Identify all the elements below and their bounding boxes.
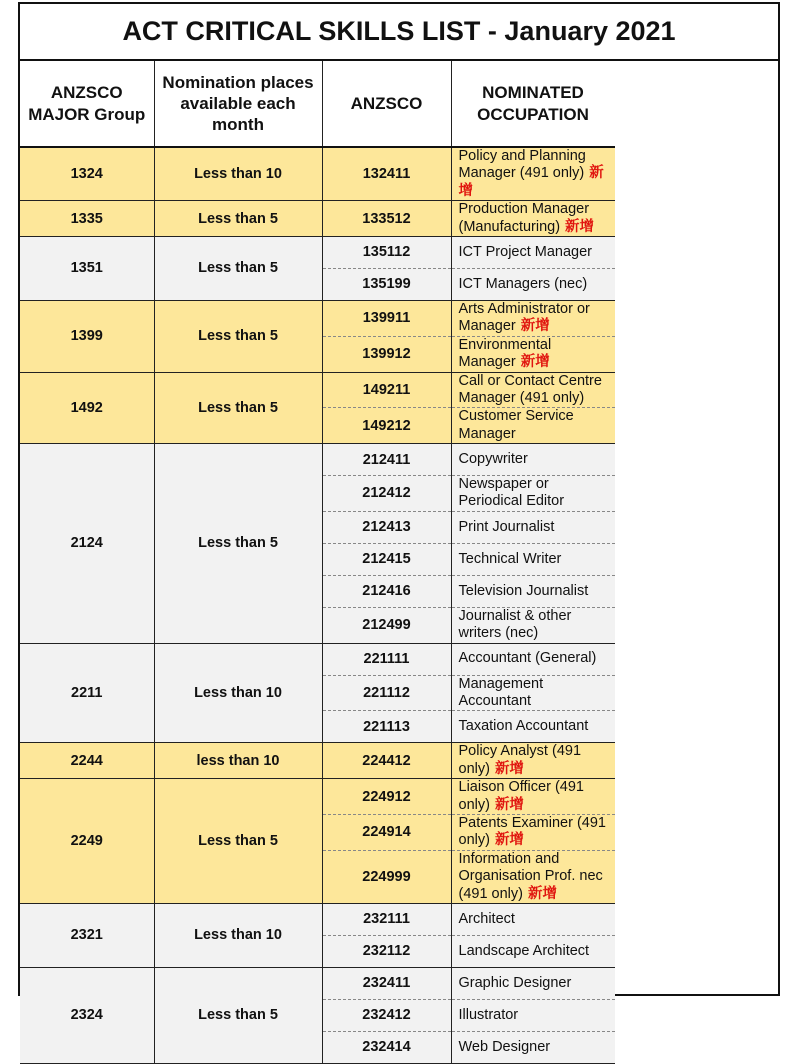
anzsco-code-cell: 139912 [322,336,451,372]
anzsco-code-cell: 232112 [322,935,451,967]
header-places: Nomination places available each month [154,61,322,147]
occupation-label: Technical Writer [458,550,562,567]
occupation-label: Patents Examiner (491 only) [458,814,606,849]
header-group: ANZSCO MAJOR Group [20,61,154,147]
occupation-cell [451,336,615,372]
table-row [20,444,778,476]
occupation-cell [451,300,615,336]
anzsco-code-cell: 232111 [322,903,451,935]
occupation-label: Accountant (General) [458,650,597,667]
anzsco-code-cell: 139911 [322,300,451,336]
anzsco-code-cell: 221112 [322,675,451,711]
new-tag: 新增 [494,796,524,813]
occupation-cell [451,1031,615,1063]
occupation-cell [451,814,615,850]
occupation-label: Taxation Accountant [458,718,589,735]
anzsco-code-cell: 221113 [322,711,451,743]
anzsco-code-cell: 232411 [322,967,451,999]
occupation-label: Management Accountant [458,675,544,710]
group-cell: 1324 [20,147,154,201]
group-cell: 1335 [20,201,154,237]
occupation-cell [451,850,615,903]
occupation-cell [451,779,615,815]
new-tag: 新增 [520,318,550,335]
anzsco-code-cell: 212415 [322,543,451,575]
anzsco-code-cell: 212416 [322,575,451,607]
occupation-cell [451,543,615,575]
occupation-label: Information and Organisation Prof. nec (491 only) [458,850,603,902]
occupation-cell [451,268,615,300]
skills-table [20,61,778,1064]
occupation-label: Call or Contact Centre Manager (491 only) [458,372,602,406]
anzsco-code-cell: 212413 [322,511,451,543]
table-row [20,372,778,408]
places-cell: Less than 10 [154,643,322,743]
anzsco-code-cell: 224412 [322,743,451,779]
anzsco-code-cell: 212411 [322,444,451,476]
anzsco-code-cell: 224914 [322,814,451,850]
table-row [20,967,778,999]
table-row [20,300,778,336]
page-title: ACT CRITICAL SKILLS LIST - January 2021 [20,4,778,61]
places-cell: Less than 5 [154,967,322,1063]
anzsco-code-cell: 135199 [322,268,451,300]
anzsco-code-cell: 221111 [322,643,451,675]
occupation-cell [451,201,615,237]
occupation-cell [451,372,615,408]
occupation-cell [451,999,615,1031]
anzsco-code-cell: 224912 [322,779,451,815]
occupation-label: Environmental Manager [458,336,552,371]
table-row [20,743,778,779]
new-tag: 新增 [494,760,524,777]
anzsco-code-cell: 232414 [322,1031,451,1063]
occupation-label: Policy and Planning Manager (491 only) [458,148,586,182]
occupation-label: Journalist & other writers (nec) [458,607,572,642]
group-cell: 2321 [20,903,154,967]
places-cell: Less than 10 [154,903,322,967]
occupation-label: Graphic Designer [458,974,572,991]
places-cell: Less than 5 [154,236,322,300]
occupation-cell [451,575,615,607]
occupation-label: Policy Analyst (491 only) [458,743,582,777]
occupation-cell [451,444,615,476]
table-row [20,201,778,237]
anzsco-code-cell: 149212 [322,408,451,444]
occupation-label: Web Designer [458,1038,551,1055]
table-row [20,903,778,935]
occupation-cell [451,408,615,444]
places-cell: Less than 5 [154,372,322,444]
skills-list-sheet [18,2,780,1056]
occupation-label: Liaison Officer (491 only) [458,779,584,813]
occupation-label: Landscape Architect [458,942,590,959]
group-cell: 2324 [20,967,154,1063]
occupation-label: Production Manager (Manufacturing) [458,201,590,235]
anzsco-code-cell: 212499 [322,607,451,643]
occupation-cell [451,743,615,779]
new-tag: 新增 [494,832,524,849]
new-tag: 新增 [520,354,550,371]
occupation-cell [451,147,615,201]
header-occupation: NOMINATED OCCUPATION [451,61,615,147]
places-cell: less than 10 [154,743,322,779]
group-cell: 2211 [20,643,154,743]
header-anzsco: ANZSCO [322,61,451,147]
occupation-label: Arts Administrator or Manager [458,300,590,335]
new-tag: 新增 [565,218,595,235]
occupation-cell [451,476,615,512]
new-tag: 新增 [458,165,604,199]
occupation-label: ICT Managers (nec) [458,275,588,292]
table-row [20,643,778,675]
anzsco-code-cell: 132411 [322,147,451,201]
anzsco-code-cell: 232412 [322,999,451,1031]
occupation-cell [451,903,615,935]
occupation-label: Customer Service Manager [458,408,574,442]
group-cell: 1492 [20,372,154,444]
occupation-cell [451,711,615,743]
group-cell: 2244 [20,743,154,779]
table-row [20,147,778,201]
anzsco-code-cell: 224999 [322,850,451,903]
occupation-label: Newspaper or Periodical Editor [458,476,565,510]
anzsco-code-cell: 149211 [322,372,451,408]
occupation-label: Television Journalist [458,582,589,599]
occupation-label: Architect [458,910,515,927]
header-row [20,61,778,147]
anzsco-code-cell: 135112 [322,236,451,268]
occupation-cell [451,935,615,967]
table-row [20,236,778,268]
occupation-label: ICT Project Manager [458,243,593,260]
group-cell: 2124 [20,444,154,644]
places-cell: Less than 5 [154,444,322,644]
occupation-cell [451,236,615,268]
anzsco-code-cell: 212412 [322,476,451,512]
places-cell: Less than 5 [154,779,322,904]
new-tag: 新增 [527,885,557,902]
anzsco-code-cell: 133512 [322,201,451,237]
occupation-cell [451,643,615,675]
occupation-cell [451,675,615,711]
table-row [20,779,778,815]
group-cell: 1351 [20,236,154,300]
places-cell: Less than 10 [154,147,322,201]
group-cell: 2249 [20,779,154,904]
group-cell: 1399 [20,300,154,372]
occupation-cell [451,511,615,543]
occupation-label: Illustrator [458,1006,519,1023]
places-cell: Less than 5 [154,201,322,237]
places-cell: Less than 5 [154,300,322,372]
occupation-cell [451,967,615,999]
occupation-label: Copywriter [458,450,528,467]
occupation-label: Print Journalist [458,518,555,535]
occupation-cell [451,607,615,643]
